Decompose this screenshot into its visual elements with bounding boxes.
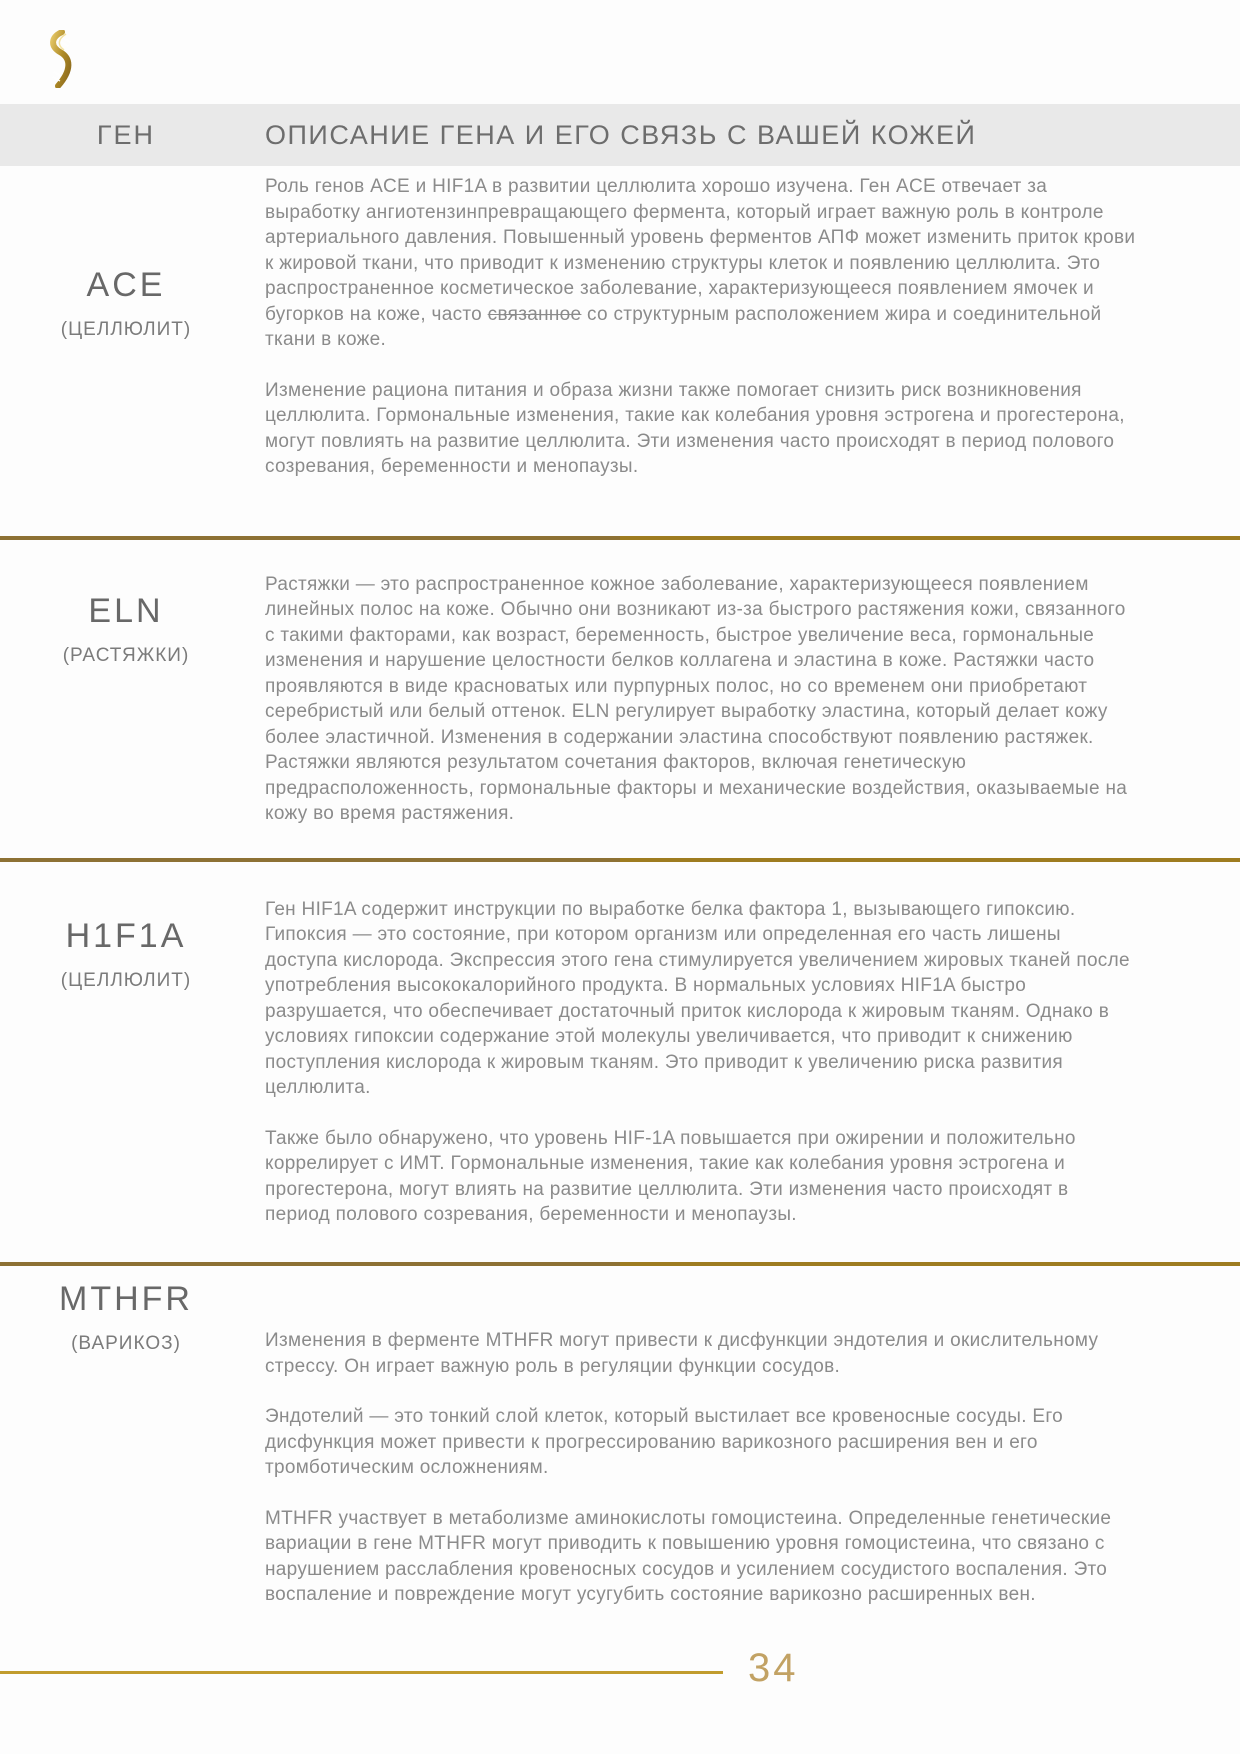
gene-subtitle: (ЦЕЛЛЮЛИТ) — [60, 319, 192, 340]
gene-row — [0, 540, 1240, 858]
column-header-gene: ГЕН — [96, 119, 156, 150]
gene-subtitle: (ЦЕЛЛЮЛИТ) — [60, 970, 192, 991]
gene-description — [265, 1266, 1240, 1670]
page-number: 34 — [748, 1646, 799, 1690]
gene-name: ELN — [88, 592, 164, 630]
page-footer — [0, 1646, 1240, 1706]
gene-cell — [0, 166, 252, 536]
gene-description — [265, 166, 1240, 536]
gene-description — [265, 540, 1240, 858]
description-paragraph: Также было обнаружено, что уровень HIF-1A повышается при ожирении и положительно коррелирует с ИМТ. Гормональные изменения, такие как колебания уровня эстрогена и прогестерона, могут влиять на развитие целлюлита. Эти изменения часто происходят в период полового созревания, беременности и менопаузы. — [265, 1127, 1076, 1225]
gene-cell — [0, 862, 252, 1262]
gene-row — [0, 166, 1240, 536]
gene-row — [0, 862, 1240, 1262]
description-paragraph: Изменение рациона питания и образа жизни также помогает снизить риск возникновения целлюлита. Гормональные изменения, такие как колебания уровня эстрогена и прогестерона, могут повлиять на развитие целлюлита. Эти изменения часто происходят в период полового созревания, беременности и менопаузы. — [265, 379, 1125, 477]
gene-description — [265, 862, 1240, 1262]
gene-subtitle: (РАСТЯЖКИ) — [62, 645, 190, 666]
top-strip — [0, 0, 1240, 104]
description-paragraph: Ген HIF1A содержит инструкции по выработке белка фактора 1, вызывающего гипоксию. Гипоксия — это состояние, при котором организм или определенная его часть лишены доступа кислорода. Экспрессия этого гена стимулируется увеличением жировых тканей после употребления высококалорийного продукта. В нормальных условиях HIF1A быстро разрушается, что обеспечивает достаточный приток кислорода к жировым тканям. Однако в условиях гипоксии содержание этой молекулы увеличивается, что приводит к снижению поступления кислорода к жировым тканям. Это приводит к увеличению риска развития целлюлита. — [265, 898, 1130, 1098]
description-paragraph: Изменения в ферменте MTHFR могут привести к дисфункции эндотелия и окислительному стрессу. Он играет важную роль в регуляции функции сосудов. — [265, 1330, 1099, 1377]
gene-name: MTHFR — [59, 1280, 193, 1318]
gene-name: ACE — [86, 266, 166, 304]
footer-gold-line — [0, 1671, 723, 1674]
gene-cell — [0, 540, 252, 858]
gene-row — [0, 1266, 1240, 1670]
description-paragraph: Эндотелий — это тонкий слой клеток, который выстилает все кровеносные сосуды. Его дисфункция может привести к прогрессированию варикозного расширения вен и его тромботическим осложнениям. — [265, 1406, 1064, 1479]
gene-name: H1F1A — [65, 917, 187, 955]
description-paragraph: Растяжки — это распространенное кожное заболевание, характеризующееся появлением линейных полос на коже. Обычно они возникают из-за быстрого растяжения кожи, связанного с такими факторами, как возраст, беременность, быстрое увеличение веса, гормональные изменения и нарушение целостности белков коллагена и эластина в коже. Растяжки часто проявляются в виде красноватых или пурпурных полос, но со временем они приобретают серебристый или белый оттенок. ELN регулирует выработку эластина, который делает кожу более эластичной. Изменения в содержании эластина способствуют появлению растяжек. Растяжки являются результатом сочетания факторов, включая генетическую предрасположенность, гормональные факторы и механические воздействия, оказываемые на кожу во время растяжения. — [265, 573, 1128, 824]
dna-helix-logo-icon — [45, 30, 77, 88]
gene-table-body — [0, 166, 1240, 1670]
description-paragraph: MTHFR участвует в метаболизме аминокислоты гомоцистеина. Определенные генетические вариации в гене MTHFR могут приводить к повышению уровня гомоцистеина, что связано с нарушением расслабления кровеносных сосудов и усилением сосудистого воспаления. Это воспаление и повреждение могут усугубить состояние варикозно расширенных вен. — [265, 1507, 1112, 1606]
column-header-description: ОПИСАНИЕ ГЕНА И ЕГО СВЯЗЬ С ВАШЕЙ КОЖЕЙ — [265, 119, 977, 150]
gene-cell — [0, 1266, 252, 1670]
table-header — [0, 104, 1240, 166]
description-paragraph: Роль генов ACE и HIF1A в развитии целлюлита хорошо изучена. Ген ACE отвечает за выработку ангиотензинпревращающего фермента, который играет важную роль в контроле артериального давления. Повышенный уровень ферментов АПФ может изменить приток крови к жировой ткани, что приводит к изменению структуры клеток и появлению целлюлита. Это распространенное косметическое заболевание, характеризующееся появлением ямочек и бугорков на коже, часто связанное со структурным расположением жира и соединительной ткани в коже. — [265, 176, 1136, 350]
gene-subtitle: (ВАРИКОЗ) — [71, 1333, 181, 1354]
